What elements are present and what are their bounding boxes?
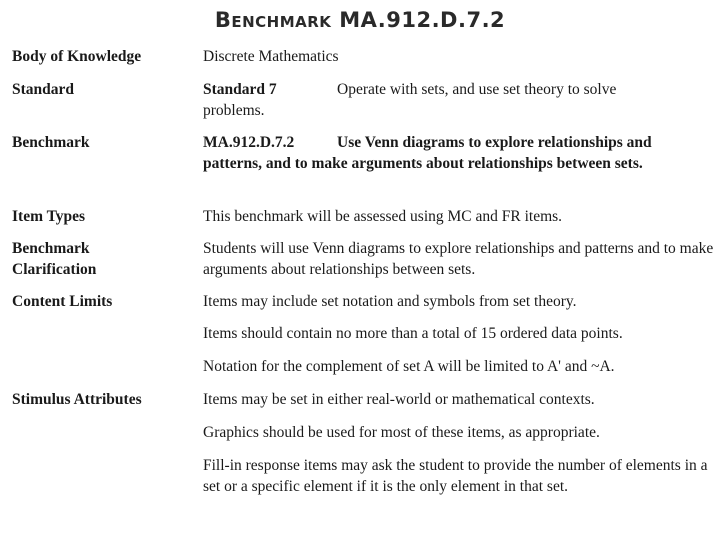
value-benchmark-clarification: Students will use Venn diagrams to explore relationships and patterns and to make arguments about relationships between sets. xyxy=(203,240,714,278)
content-limits-item: Items should contain no more than a total of 15 ordered data points. xyxy=(203,325,623,342)
label-standard: Standard xyxy=(12,81,75,98)
page-title-text: Benchmark MA.912.D.7.2 xyxy=(214,8,506,32)
stimulus-attributes-item: Fill-in response items may ask the student to provide the number of elements in a set or a specific element if it is the only element in that set. xyxy=(203,457,708,495)
stimulus-attributes-item: Items may be set in either real-world or mathematical contexts. xyxy=(203,391,595,408)
content-limits-item: Items may include set notation and symbols from set theory. xyxy=(203,293,577,310)
content-limits-item: Notation for the complement of set A will be limited to A' and ~A. xyxy=(203,358,615,375)
label-clarification-line1: Benchmark xyxy=(12,240,90,257)
label-stimulus-attributes: Stimulus Attributes xyxy=(12,391,142,408)
standard-code: Standard 7 xyxy=(203,81,277,98)
value-benchmark xyxy=(203,132,693,174)
benchmark-code: MA.912.D.7.2 xyxy=(203,134,295,151)
label-clarification-line2: Clarification xyxy=(12,261,97,278)
label-content-limits: Content Limits xyxy=(12,293,113,310)
value-standard xyxy=(203,79,673,121)
page-title xyxy=(0,8,720,32)
value-item-types: This benchmark will be assessed using MC and FR items. xyxy=(203,208,563,225)
label-benchmark-clarification xyxy=(12,238,96,280)
label-benchmark: Benchmark xyxy=(12,134,90,151)
benchmark-text: Use Venn diagrams to explore relationships and patterns, and to make arguments about relationships between sets. xyxy=(203,134,652,172)
value-body-of-knowledge: Discrete Mathematics xyxy=(203,48,339,65)
standard-text: Operate with sets, and use set theory to solve problems. xyxy=(203,81,617,119)
label-item-types: Item Types xyxy=(12,208,86,225)
label-body-of-knowledge: Body of Knowledge xyxy=(12,48,142,65)
stimulus-attributes-item: Graphics should be used for most of these items, as appropriate. xyxy=(203,424,600,441)
